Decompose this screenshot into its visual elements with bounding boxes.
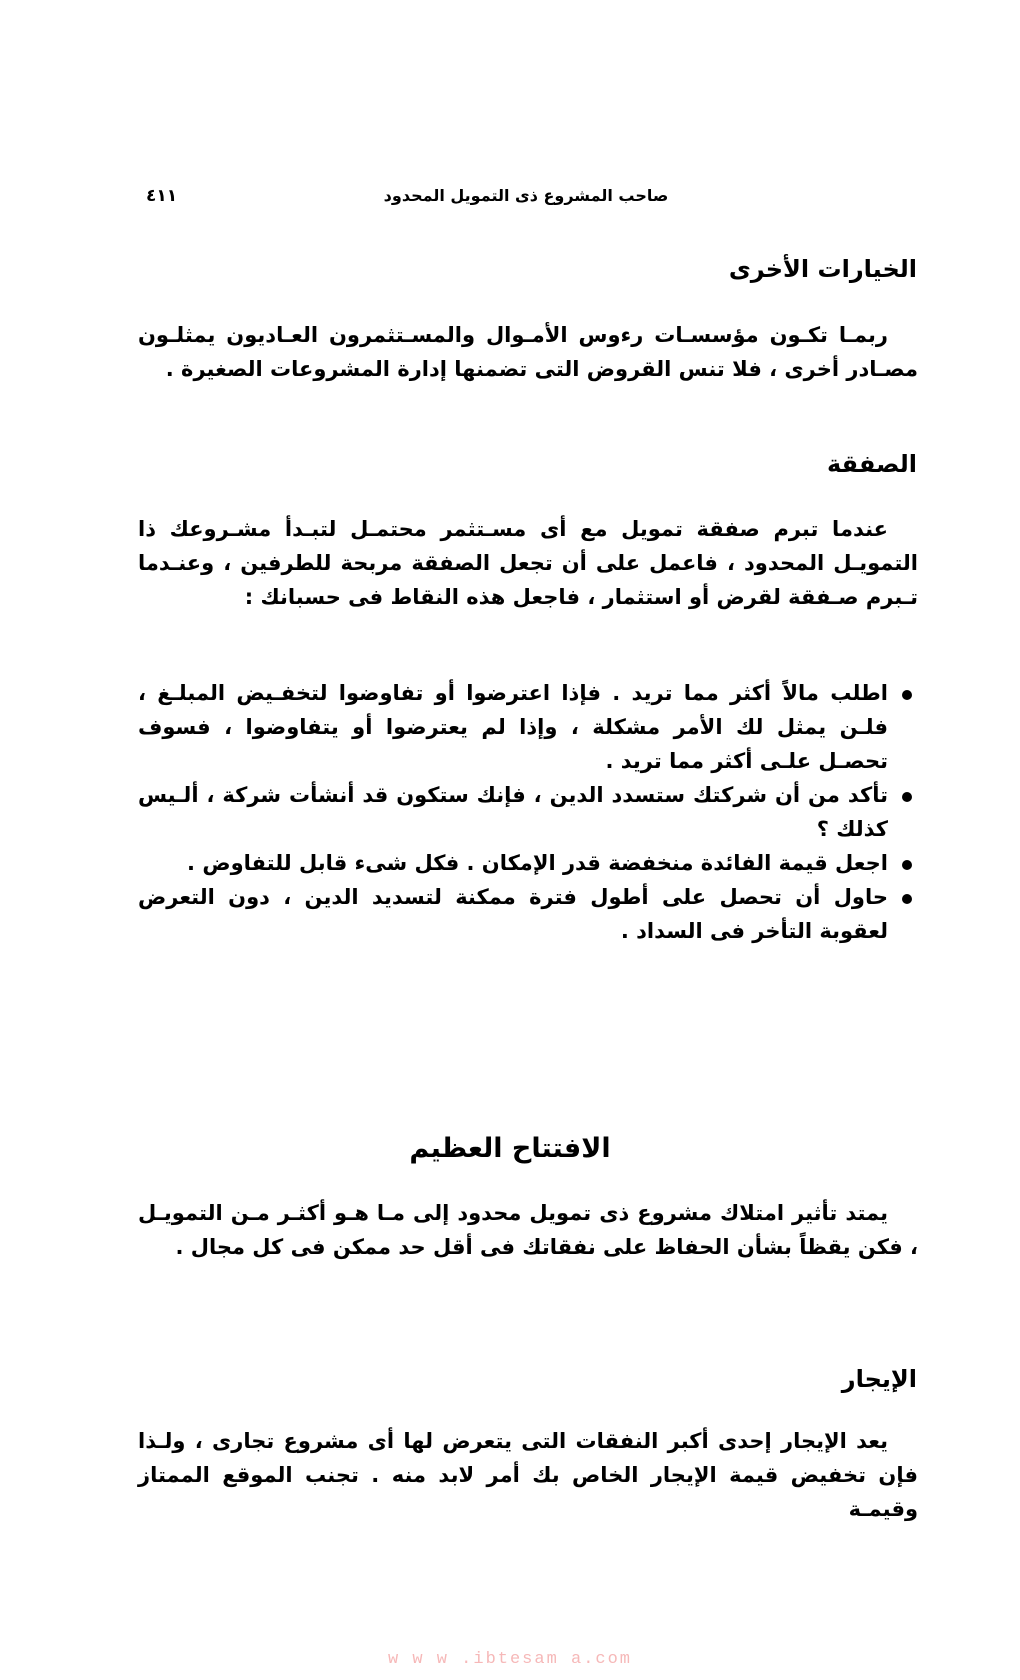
list-item-text: اجعل قيمة الفائدة منخفضة قدر الإمكان . فكل شىء قابل للتفاوض . — [187, 851, 888, 875]
section-heading-other-options: الخيارات الأخرى — [728, 255, 917, 283]
bullet-icon — [902, 792, 912, 802]
page-number: ٤١١ — [146, 186, 178, 206]
watermark: w w w .ibtesam a.com — [387, 1650, 633, 1669]
list-item-text: تأكد من أن شركتك ستسدد الدين ، فإنك ستكون قد أنشأت شركة ، ألـيس كذلك ؟ — [138, 783, 888, 841]
running-header — [146, 186, 906, 216]
bullet-icon — [902, 690, 912, 700]
list-item-text: اطلب مالاً أكثر مما تريد . فإذا اعترضوا أو تفاوضوا لتخفـيض المبلـغ ، فلـن يمثل لك الأمر مشكلة ، وإذا لم يعترضوا أو يتفاوضوا ، فسوف تحصـل علـى أكثر مما تريد . — [138, 681, 888, 773]
paragraph-other-options: ربمـا تكـون مؤسسـات رءوس الأمـوال والمسـتثمرون العـاديون يمثلـون مصـادر أخرى ، فلا تنس القروض التى تضمنها إدارة المشروعات الصغيرة . — [138, 323, 918, 381]
section-heading-rent: الإيجار — [841, 1365, 917, 1393]
deal-tips-list — [138, 676, 918, 948]
running-title: صاحب المشروع ذى التمويل المحدود — [383, 186, 669, 205]
list-item — [138, 846, 918, 880]
bullet-icon — [902, 860, 912, 870]
section-heading-deal: الصفقة — [827, 450, 917, 478]
list-item — [138, 778, 918, 846]
paragraph-deal: عندما تبرم صفقة تمويل مع أى مسـتثمر محتمـل لتبـدأ مشـروعك ذا التمويـل المحدود ، فاعمل على أن تجعل الصفقة مربحة للطرفين ، وعنـدما تـبرم صـفقة لقرض أو استثمار ، فاجعل هذه النقاط فى حسبانك : — [138, 517, 918, 609]
list-item — [138, 880, 918, 948]
list-item — [138, 676, 918, 778]
paragraph-rent: يعد الإيجار إحدى أكبر النفقات التى يتعرض لها أى مشروع تجارى ، ولـذا فإن تخفيض قيمة الإيجار الخاص بك أمر لابد منه . تجنب الموقع الممتاز وقيمـة — [138, 1429, 918, 1521]
list-item-text: حاول أن تحصل على أطول فترة ممكنة لتسديد الدين ، دون التعرض لعقوبة التأخر فى السداد . — [138, 885, 888, 943]
section-heading-grand-opening: الافتتاح العظيم — [409, 1133, 611, 1164]
paragraph-grand-opening: يمتد تأثير امتلاك مشروع ذى تمويل محدود إلى مـا هـو أكثـر مـن التمويـل ، فكن يقظاً بشأن الحفاظ على نفقاتك فى أقل حد ممكن فى كل مجال . — [138, 1201, 918, 1259]
bullet-icon — [902, 894, 912, 904]
